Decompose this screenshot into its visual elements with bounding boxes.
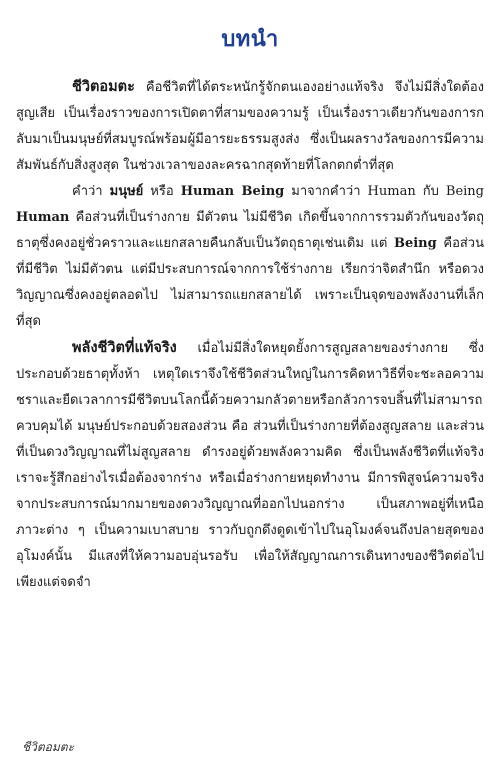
paragraph-3-text: เมื่อไม่มีสิ่งใดหยุดยั้งการสูญสลายของร่างกาย ซึ่งประกอบด้วยธาตุทั้งห้า เหตุใดเราจึงใช้ชีวิตส่วนใหญ่ในการคิดหาวิธีที่จะชะลอความชราและยืดเวลาการมีชีวิตบนโลกนี้ด้วยความกลัวตายหรือกลัวการจบสิ้นที่ไม่สามารถควบคุมได้ มนุษย์ประกอบด้วยสองส่วน คือ ส่วนที่เป็นร่างกายที่ต้องสูญสลาย และส่วนที่เป็นดวงวิญญาณที่ไม่สูญสลาย ดำรงอยู่ด้วยพลังความคิด ซึ่งเป็นพลังชีวิตที่แท้จริง เราจะรู้สึกอย่างไรเมื่อต้องจากร่าง หรือเมื่อร่างกายหยุดทำงาน มีการพิสูจน์ความจริงจากประสบการณ์มากมายของดวงวิญญาณที่ออกไปนอกร่าง เป็นสภาพอยู่ที่เหนือภาวะต่าง ๆ เป็นความเบาสบาย ราวกับถูกดึงดูดเข้าไปในอุโมงค์จนถึงปลายสุดของอุโมงค์นั้น มีแสงที่ให้ความอบอุ่นรอรับ เพื่อให้สัญญาณการเดินทางของชีวิตต่อไป เพียงแต่จดจำ	[16, 341, 484, 590]
paragraph-3	[16, 335, 484, 596]
paragraph-2-part-e: คือส่วนที่เป็นร่างกาย มีตัวตน ไม่มีชีวิต เกิดขึ้นจากการรวมตัวกันของวัตถุธาตุซึ่งคงอยู่ชั่วคราวและแยกสลายคืนกลับเป็นวัตถุธาตุเช่นเดิม แต่	[16, 210, 484, 251]
paragraph-1-text: คือชีวิตที่ได้ตระหนักรู้จักตนเองอย่างแท้จริง จึงไม่มีสิ่งใดต้องสูญเสีย เป็นเรื่องราวของการเปิดตาที่สามของความรู้ เป็นเรื่องราวเดียวกันของการกลับมาเป็นมนุษย์ที่สมบูรณ์พร้อมผู้มีอารยะธรรมสูงส่ง ซึ่งเป็นผลรางวัลของการมีความสัมพันธ์กับสิ่งสูงสุด ในช่วงเวลาของละครฉากสุดท้ายที่โลกตกต่ำที่สุด	[16, 80, 484, 173]
paragraph-2-part-c: หรือ	[143, 184, 181, 199]
paragraph-2-bold-being: Being	[393, 236, 437, 251]
paragraph-2	[16, 179, 484, 335]
paragraph-2-bold-human-being: Human Being	[180, 184, 285, 199]
running-footer: ชีวิตอมตะ	[22, 740, 75, 754]
paragraph-2-part-a: คำว่า	[72, 184, 110, 199]
paragraph-2-bold-human: Human	[16, 210, 70, 225]
paragraph-2-part-d: มาจากคำว่า Human กับ Being	[284, 184, 484, 199]
page-title: บทนำ	[221, 25, 279, 52]
paragraph-1	[16, 74, 484, 179]
body-text	[16, 74, 484, 596]
paragraph-2-bold-manut: มนุษย์	[109, 184, 144, 199]
paragraph-1-lead: ชีวิตอมตะ	[72, 78, 135, 95]
paragraph-2-part-f: คือส่วนที่มีชีวิต ไม่มีตัวตน แต่มีประสบการณ์จากการใช้ร่างกาย เรียกว่าจิตสำนึก หรือดวงวิญญาณซึ่งคงอยู่ตลอดไป ไม่สามารถแยกสลายได้ เพราะเป็นจุดของพลังงานที่เล็กที่สุด	[16, 236, 484, 329]
paragraph-3-lead: พลังชีวิตที่แท้จริง	[72, 339, 177, 356]
